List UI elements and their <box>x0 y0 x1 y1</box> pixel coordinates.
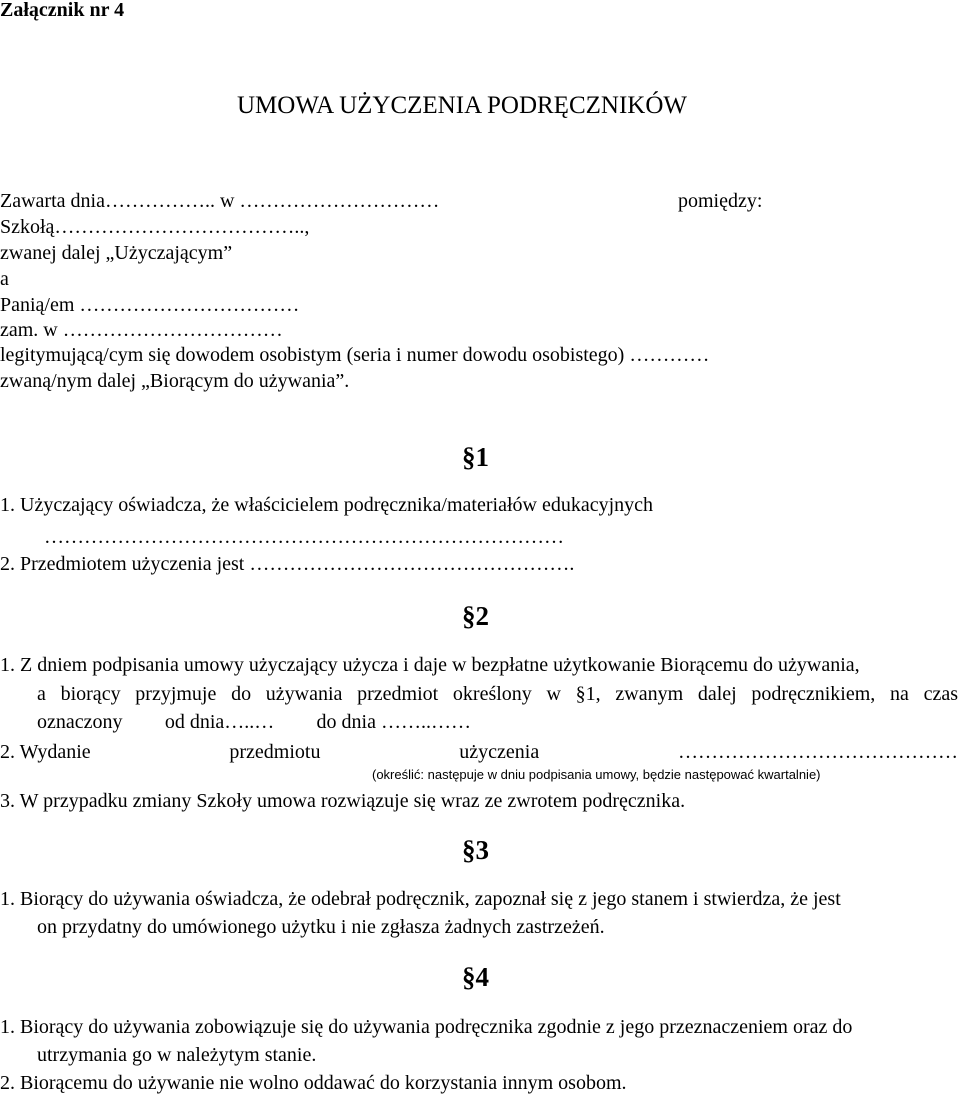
document-title: UMOWA UŻYCZENIA PODRĘCZNIKÓW <box>237 92 687 119</box>
section-4-heading: §4 <box>462 962 489 992</box>
s4-point-1-line1: 1. Biorący do używania zobowiązuje się do używania podręcznika zgodnie z jego przeznaczeniem oraz do <box>0 1016 853 1038</box>
section-2-heading: §2 <box>462 601 489 631</box>
s1-point-1: 1. Użyczający oświadcza, że właścicielem podręcznika/materiałów edukacyjnych <box>0 494 654 516</box>
s2-point-2-note: (określić: następuje w dniu podpisania umowy, będzie następować kwartalnie) <box>372 767 821 782</box>
intro-line-date: Zawarta dnia…………….. w ………………………… <box>0 190 440 212</box>
intro-line-lender: zwanej dalej „Użyczającym” <box>0 242 233 264</box>
intro-line-school: Szkołą……………………………….., <box>0 216 310 238</box>
s2-point-1-line2: a biorący przyjmuje do używania przedmiot określony w §1, zwanym dalej podręcznikiem, na czas <box>37 683 958 705</box>
intro-line-between: pomiędzy: <box>678 190 763 212</box>
intro-line-id: legitymującą/cym się dowodem osobistym (seria i numer dowodu osobistego) ………… <box>0 344 710 366</box>
s1-point-1-dots: …………………………………………………………………… <box>44 526 564 548</box>
s2-point-1-line1: 1. Z dniem podpisania umowy użyczający użycza i daje w bezpłatne użytkowanie Biorącemu do używania, <box>0 654 860 676</box>
s2-point-1-line3: oznaczony od dnia…..… do dnia ……..…… <box>37 711 471 733</box>
section-3-heading: §3 <box>462 835 489 865</box>
annex-label: Załącznik nr 4 <box>0 0 125 21</box>
s3-point-1-line1: 1. Biorący do używania oświadcza, że odebrał podręcznik, zapoznał się z jego stanem i stwierdza, że jest <box>0 888 841 910</box>
s2-point-3: 3. W przypadku zmiany Szkoły umowa rozwiązuje się wraz ze zwrotem podręcznika. <box>0 790 686 812</box>
intro-line-and: a <box>0 268 9 290</box>
intro-line-address: zam. w …………………………… <box>0 319 283 341</box>
intro-line-person: Panią/em …………………………… <box>0 294 300 316</box>
s4-point-2: 2. Biorącemu do używanie nie wolno oddawać do korzystania innym osobom. <box>0 1072 627 1094</box>
section-1-heading: §1 <box>462 442 489 472</box>
s1-point-2: 2. Przedmiotem użyczenia jest …………………………………………. <box>0 553 575 575</box>
intro-line-borrower: zwaną/nym dalej „Biorącym do używania”. <box>0 370 350 392</box>
s2-point-2: 2. Wydanie przedmiotu użyczenia …………………………………… <box>0 741 958 763</box>
s4-point-1-line2: utrzymania go w należytym stanie. <box>37 1044 317 1066</box>
s3-point-1-line2: on przydatny do umówionego użytku i nie zgłasza żadnych zastrzeżeń. <box>37 916 605 938</box>
